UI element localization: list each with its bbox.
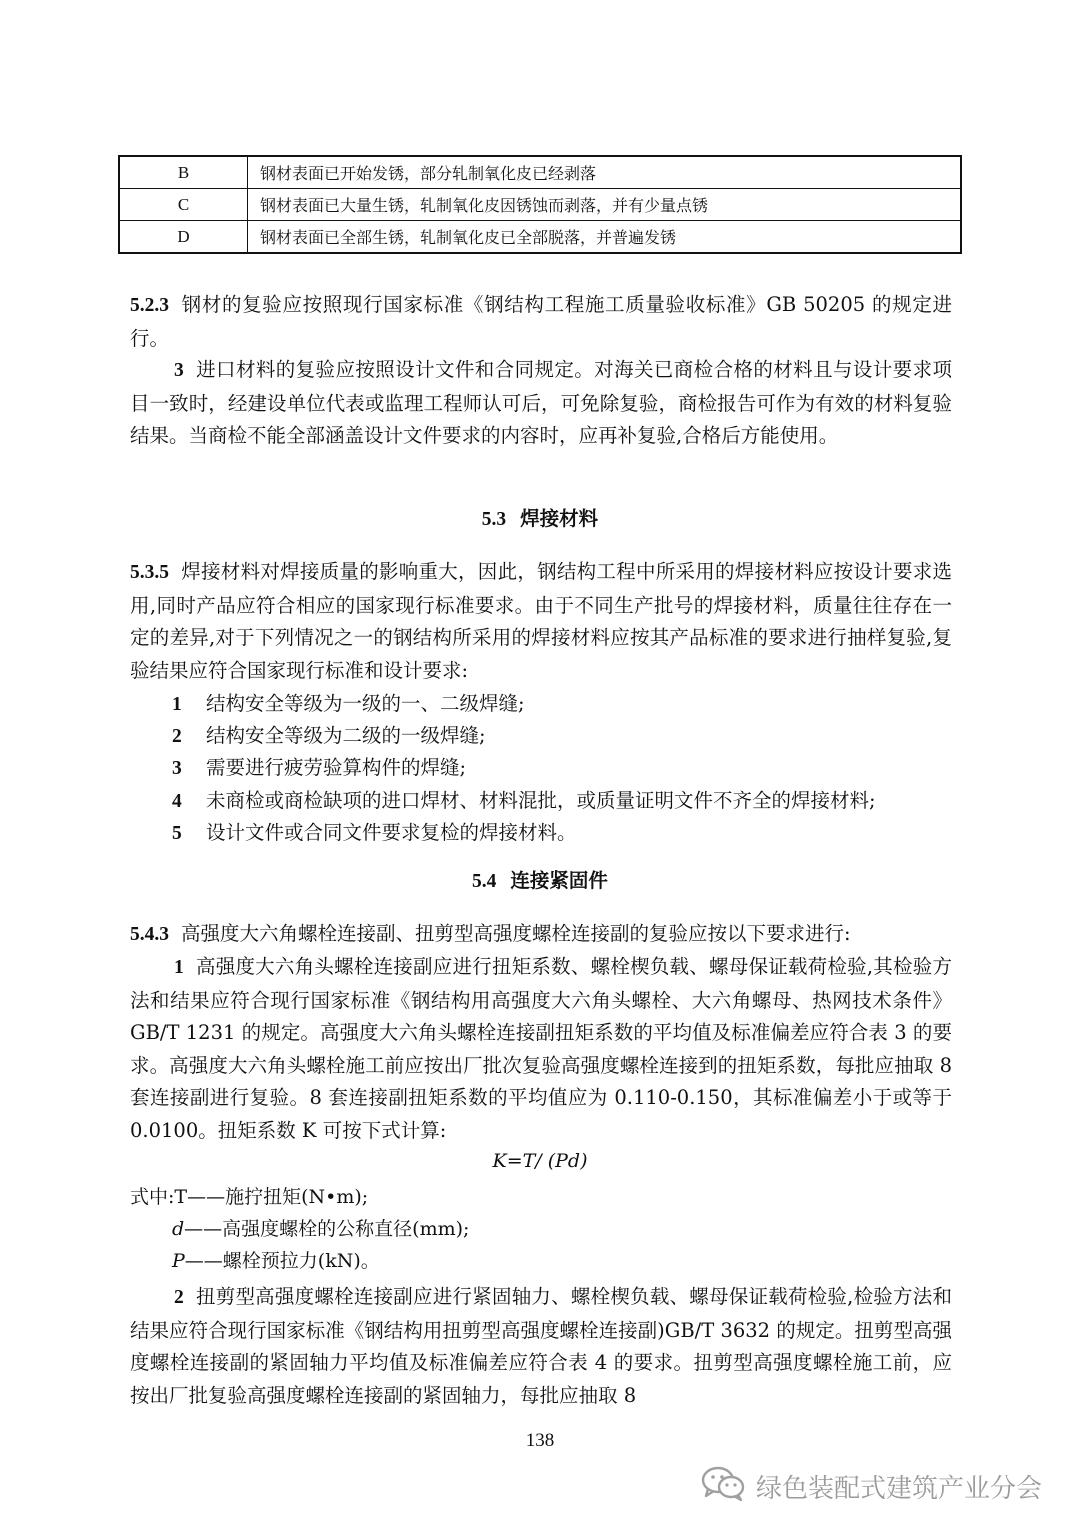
- list-number: 1: [172, 694, 182, 715]
- item-text: 高强度大六角头螺栓连接副应进行扭矩系数、螺栓楔负载、螺母保证载荷检验,其检验方法和结果应符合现行国家标准《钢结构用高强度大六角头螺栓、大六角螺母、热网技术条件》GB/T 1231 的规定。高强度大六角头螺栓连接副扭矩系数的平均值及标准偏差应符合表 3 的要求。高强度大六角头螺栓施工前应按出厂批次复验高强度螺栓连接到的扭矩系数，每批应抽取 8 套连接副进行复验。8 套连接副扭矩系数的平均值应为 0.110-0.150，其标准偏差小于或等于 0.0100。扭矩系数 K 可按下式计算:: [130, 955, 952, 1142]
- list-item: [172, 752, 962, 780]
- list-number: 2: [172, 726, 182, 747]
- clause-text: 钢材的复验应按照现行国家标准《钢结构工程施工质量验收标准》GB 50205 的规定进行。: [130, 293, 952, 350]
- symbol-d: d: [172, 1218, 185, 1240]
- list-text: 需要进行疲劳验算构件的焊缝;: [206, 756, 467, 779]
- formula-definition-d: [172, 1214, 469, 1241]
- item-number: 3: [174, 360, 184, 381]
- table-row: [119, 221, 961, 254]
- description-cell: 钢材表面已全部生锈，轧制氧化皮已全部脱落，并普遍发锈: [248, 221, 962, 254]
- item-text: 扭剪型高强度螺栓连接副应进行紧固轴力、螺栓楔负载、螺母保证载荷检验,检验方法和结果应符合现行国家标准《钢结构用扭剪型高强度螺栓连接副)GB/T 3632 的规定。扭剪型高强度螺栓连接副的紧固轴力平均值及标准偏差应符合表 4 的要求。扭剪型高强度螺栓施工前，应按出厂批复验高强度螺栓连接副的紧固轴力，每批应抽取 8: [130, 1285, 952, 1407]
- grade-cell: B: [119, 156, 248, 189]
- clause-number: 5.2.3: [130, 295, 169, 316]
- rust-grade-table: [118, 155, 962, 254]
- list-text: 设计文件或合同文件要求复检的焊接材料。: [206, 821, 577, 844]
- item-number: 1: [174, 957, 184, 978]
- clause-5-4-3-item-1: [130, 951, 952, 1147]
- definition-text: ——螺栓预拉力(kN)。: [184, 1250, 380, 1272]
- section-heading-5-4: [0, 865, 1080, 893]
- list-item: [172, 720, 962, 748]
- section-number: 5.3: [481, 509, 507, 530]
- table-row: [119, 189, 961, 221]
- table-row: [119, 156, 961, 189]
- list-text: 结构安全等级为二级的一级焊缝;: [206, 724, 486, 747]
- list-text: 结构安全等级为一级的一、二级焊缝;: [206, 692, 525, 715]
- clause-5-3-5: [130, 556, 952, 687]
- list-item: [172, 817, 962, 845]
- item-number: 2: [174, 1287, 184, 1308]
- clause-number: 5.4.3: [130, 924, 169, 945]
- list-number: 4: [172, 791, 182, 812]
- clause-text: 焊接材料对焊接质量的影响重大，因此，钢结构工程中所采用的焊接材料应按设计要求选用,同时产品应符合相应的国家现行标准要求。由于不同生产批号的焊接材料，质量往往存在一定的差异,对于下列情况之一的钢结构所采用的焊接材料应按其产品标准的要求进行抽样复验,复验结果应符合国家现行标准和设计要求:: [130, 560, 952, 682]
- item-text: 进口材料的复验应按照设计文件和合同规定。对海关已商检合格的材料且与设计要求项目一致时，经建设单位代表或监理工程师认可后，可免除复验，商检报告可作为有效的材料复验结果。当商检不能全部涵盖设计文件要求的内容时，应再补复验,合格后方能使用。: [130, 358, 952, 447]
- description-cell: 钢材表面已开始发锈，部分轧制氧化皮已经剥落: [248, 156, 962, 189]
- grade-cell: D: [119, 221, 248, 254]
- wechat-icon: [700, 1463, 756, 1510]
- description-cell: 钢材表面已大量生锈，轧制氧化皮因锈蚀而剥落，并有少量点锈: [248, 189, 962, 221]
- section-heading-5-3: [0, 503, 1080, 531]
- clause-text: 高强度大六角螺栓连接副、扭剪型高强度螺栓连接副的复验应按以下要求进行:: [181, 922, 851, 945]
- formula-definition-p: [172, 1246, 380, 1273]
- torque-coefficient-formula: K=T/ (Pd): [492, 1150, 588, 1172]
- clause-5-2-3-item-3: [130, 354, 952, 453]
- list-number: 5: [172, 823, 182, 844]
- symbol-p: P: [172, 1250, 185, 1272]
- watermark-text: 绿色装配式建筑产业分会: [756, 1473, 1043, 1504]
- clause-5-2-3: [130, 289, 952, 355]
- section-title: 焊接材料: [520, 507, 599, 530]
- page-number: 138: [525, 1430, 555, 1451]
- grade-cell: C: [119, 189, 248, 221]
- watermark: [700, 1464, 1042, 1508]
- list-item: [172, 688, 962, 716]
- list-item: [172, 785, 962, 813]
- list-number: 3: [172, 758, 182, 779]
- list-text: 未商检或商检缺项的进口焊材、材料混批，或质量证明文件不齐全的焊接材料;: [206, 789, 876, 812]
- clause-number: 5.3.5: [130, 562, 169, 583]
- clause-5-4-3: [130, 918, 952, 952]
- formula-definition-t: 式中:T——施拧扭矩(N•m);: [130, 1186, 369, 1208]
- section-title: 连接紧固件: [510, 869, 608, 892]
- clause-5-4-3-item-2: [130, 1281, 952, 1412]
- section-number: 5.4: [472, 871, 497, 892]
- definition-text: ——高强度螺栓的公称直径(mm);: [184, 1218, 470, 1240]
